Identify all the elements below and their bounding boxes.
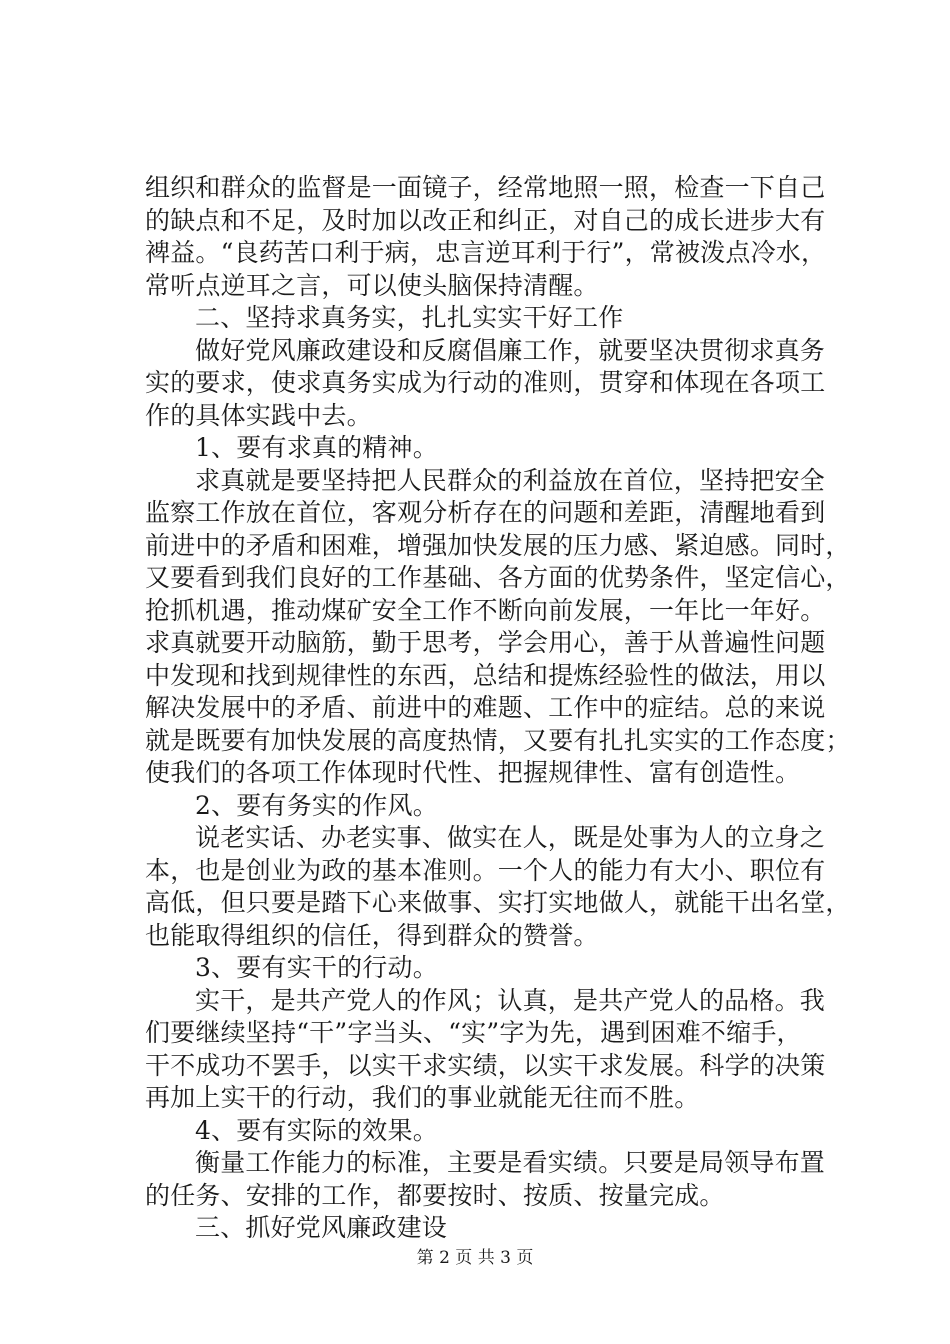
text-line: 实的要求，使求真务实成为行动的准则，贯穿和体现在各项工 [145,368,826,397]
paragraph-start-line: 求真就是要坚持把人民群众的利益放在首位，坚持把安全 [195,465,826,495]
text-line: 监察工作放在首位，客观分析存在的问题和差距，清醒地看到 [145,498,826,527]
text-line: 就是既要有加快发展的高度热情，又要有扎扎实实的工作态度； [145,725,851,755]
text-line: 作的具体实践中去。 [145,400,372,430]
text-line: 的缺点和不足，及时加以改正和纠正，对自己的成长进步大有 [145,205,826,235]
paragraph-start-line: 实干，是共产党人的作风；认真，是共产党人的品格。我 [195,985,826,1015]
page-footer: 第 2 页 共 3 页 [416,1248,534,1268]
text-line: 组织和群众的监督是一面镜子，经常地照一照，检查一下自己 [145,173,826,202]
text-line: 也能取得组织的信任，得到群众的赞誉。 [145,920,599,950]
text-line: 又要看到我们良好的工作基础、各方面的优势条件，坚定信心， [145,563,851,592]
text-line: 高低，但只要是踏下心来做事、实打实地做人，就能干出名堂， [145,888,851,917]
paragraph-start-line: 4、要有实际的效果。 [195,1115,438,1145]
paragraph-start-line: 说老实话、办老实事、做实在人，既是处事为人的立身之 [195,823,826,852]
text-line: 的任务、安排的工作，都要按时、按质、按量完成。 [145,1180,725,1210]
text-line: 解决发展中的矛盾、前进中的难题、工作中的症结。总的来说 [145,693,826,722]
paragraph-start-line: 1、要有求真的精神。 [195,433,438,462]
paragraph-start-line: 衡量工作能力的标准，主要是看实绩。只要是局领导布置 [195,1148,826,1177]
text-line: 裨益。“良药苦口利于病，忠言逆耳利于行”，常被泼点冷水， [145,238,827,267]
paragraph-start-line: 3、要有实干的行动。 [195,953,438,982]
text-line: 抢抓机遇，推动煤矿安全工作不断向前发展，一年比一年好。 [145,595,826,625]
text-line: 再加上实干的行动，我们的事业就能无往而不胜。 [145,1083,700,1112]
document-body [145,172,851,1245]
text-line: 使我们的各项工作体现时代性、把握规律性、富有创造性。 [145,758,801,787]
text-line: 前进中的矛盾和困难，增强加快发展的压力感、紧迫感。同时， [145,530,851,560]
text-line: 求真就要开动脑筋，勤于思考，学会用心，善于从普遍性问题 [145,628,826,657]
text-line: 干不成功不罢手，以实干求实绩，以实干求发展。科学的决策 [145,1050,826,1080]
paragraph-start-line: 2、要有务实的作风。 [195,790,438,820]
paragraph-start-line: 三、抓好党风廉政建设 [195,1213,448,1242]
text-line: 本，也是创业为政的基本准则。一个人的能力有大小、职位有 [145,855,826,885]
text-line: 中发现和找到规律性的东西，总结和提炼经验性的做法，用以 [145,660,826,690]
text-line: 常听点逆耳之言，可以使头脑保持清醒。 [145,270,599,300]
paragraph-start-line: 做好党风廉政建设和反腐倡廉工作，就要坚决贯彻求真务 [195,335,826,365]
text-line: 们要继续坚持“干”字当头、“实”字为先，遇到困难不缩手， [145,1018,802,1047]
paragraph-start-line: 二、坚持求真务实，扎扎实实干好工作 [195,303,624,332]
